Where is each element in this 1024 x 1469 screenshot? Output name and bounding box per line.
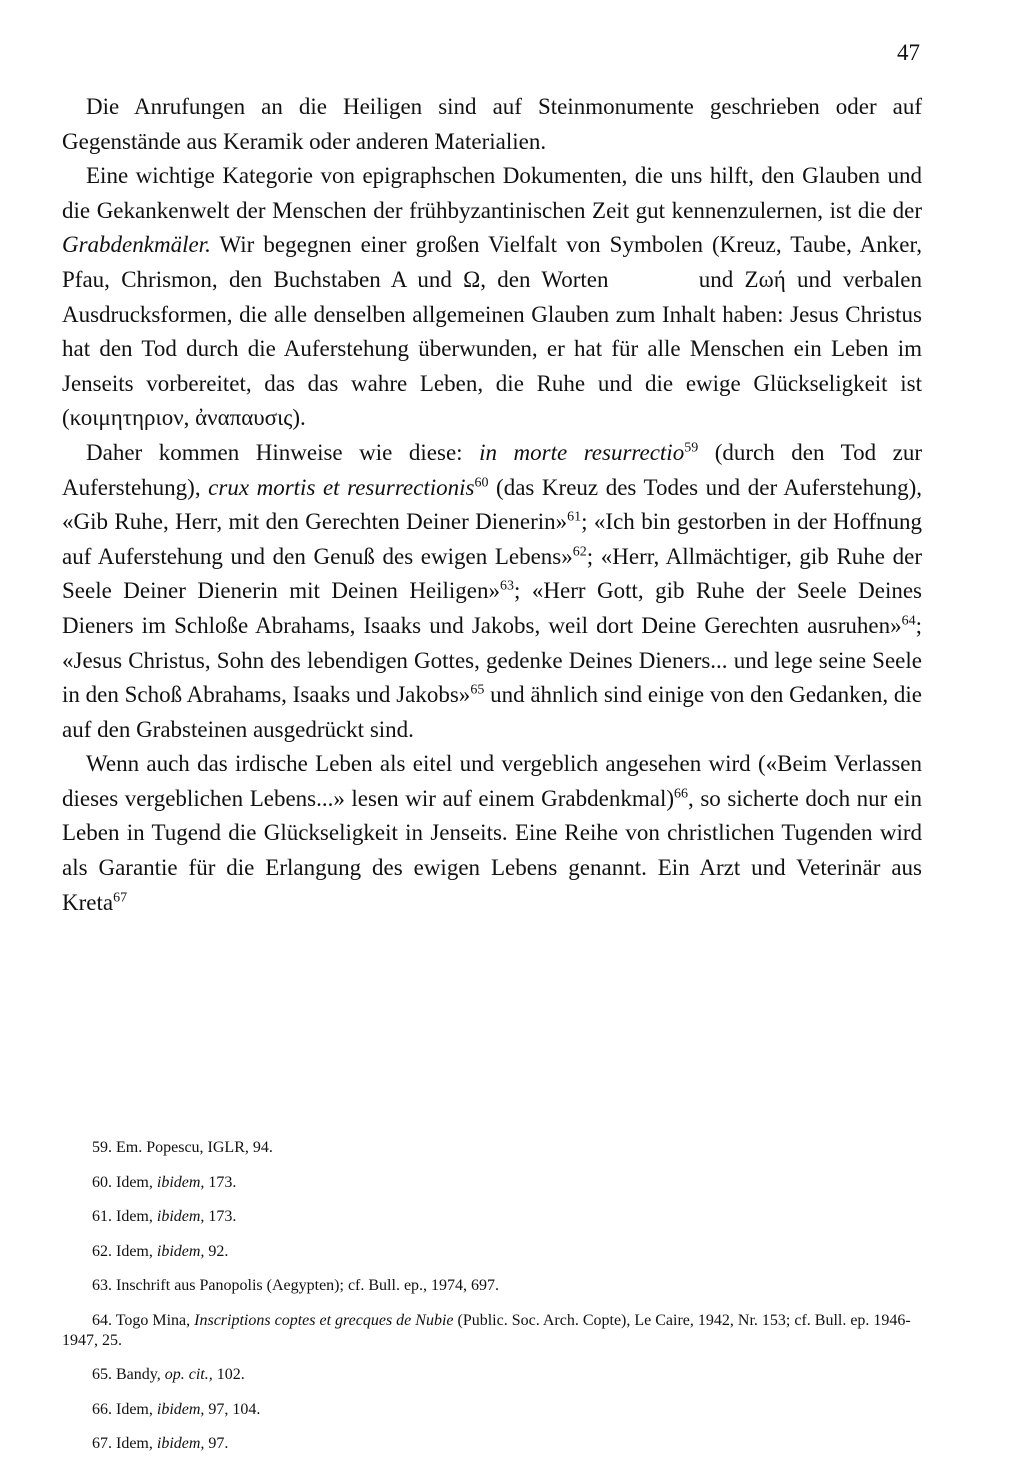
footnote bbox=[62, 1138, 922, 1158]
italic-text: ibidem, bbox=[156, 1173, 205, 1191]
text-run: 173. bbox=[204, 1173, 237, 1191]
text-run: 66. Idem, bbox=[92, 1400, 157, 1418]
text-run: 62. Idem, bbox=[92, 1242, 157, 1260]
text-run: und ähnlich sind einige von den Gedanken, die auf den Grabsteinen ausgedrückt sind. bbox=[62, 682, 922, 742]
text-run: 97. bbox=[204, 1435, 229, 1452]
footnotes bbox=[62, 1138, 922, 1469]
text-run: 60. Idem, bbox=[92, 1173, 157, 1191]
text-run: ; «Ich bin gestorben in der Hoffnung auf Auferstehung und den Genuß des ewigen Lebens» bbox=[62, 509, 922, 569]
footnote bbox=[62, 1400, 922, 1420]
text-run: 64. Togo Mina, bbox=[92, 1311, 195, 1329]
italic-text: ibidem, bbox=[156, 1435, 205, 1452]
footnote-reference: 66 bbox=[674, 786, 688, 802]
footnote bbox=[62, 1242, 922, 1262]
paragraph bbox=[62, 159, 922, 436]
footnote bbox=[62, 1276, 922, 1296]
footnote-reference: 62 bbox=[572, 544, 587, 560]
text-run: 173. bbox=[204, 1208, 237, 1225]
text-run: Wir begegnen einer großen Vielfalt von Symbolen (Kreuz, Taube, Anker, Pfau, Chrismon, den Buchstaben A und Ω, den Worten und Ζωή und verbalen Ausdrucksformen, die alle denselben allgemeinen Glauben zum Inhalt haben: Jesus Christus hat den Tod durch die Auferstehung überwunden, er hat für alle Menschen ein Leben im Jenseits vorbereitet, das das wahre Leben, die Ruhe und die ewige Glückseligkeit ist (κοιμητηριον, ἀναπαυσις). bbox=[62, 232, 922, 431]
footnote bbox=[62, 1365, 922, 1385]
text-run: Wenn auch das irdische Leben als eitel und vergeblich angesehen wird («Beim Verlassen dieses vergeblichen Lebens...» lesen wir auf einem Grabdenkmal) bbox=[62, 751, 922, 811]
text-run: 61. Idem, bbox=[92, 1208, 157, 1225]
italic-text: ibidem, bbox=[156, 1208, 205, 1225]
footnote-reference: 64 bbox=[901, 613, 916, 629]
text-run: 67. Idem, bbox=[92, 1435, 157, 1452]
text-run: 102. bbox=[212, 1366, 245, 1383]
text-run: ; «Herr, Allmächtiger, gib Ruhe der Seele Deiner Dienerin mit Deinen Heiligen» bbox=[62, 543, 922, 604]
footnote bbox=[62, 1173, 922, 1193]
footnote-reference: 59 bbox=[684, 440, 699, 456]
italic-text: Grabdenkmäler. bbox=[62, 232, 211, 258]
text-run: Daher kommen Hinweise wie diese: bbox=[86, 439, 480, 465]
text-run: Die Anrufungen an die Heiligen sind auf Steinmonumente geschrieben oder auf Gegenstände aus Keramik oder anderen Materialien. bbox=[62, 94, 922, 154]
footnote-reference: 67 bbox=[113, 890, 128, 905]
paragraph bbox=[62, 436, 922, 747]
text-run: 92. bbox=[204, 1242, 229, 1260]
text-run: (durch den Tod zur Auferstehung), bbox=[62, 439, 922, 500]
text-run: 97, 104. bbox=[204, 1400, 261, 1418]
italic-text: in morte resurrectio bbox=[479, 439, 685, 465]
paragraph bbox=[62, 90, 922, 159]
footnote bbox=[62, 1311, 922, 1351]
paragraph bbox=[62, 747, 922, 920]
footnote bbox=[62, 1434, 922, 1454]
text-run: (das Kreuz des Todes und der Auferstehung), «Gib Ruhe, Herr, mit den Gerechten Deiner Dienerin» bbox=[62, 474, 922, 535]
text-run: 63. Inschrift aus Panopolis (Aegypten); cf. Bull. ep., 1974, 697. bbox=[92, 1277, 500, 1294]
footnote-reference: 61 bbox=[567, 509, 582, 525]
italic-text: Inscriptions coptes et grecques de Nubie bbox=[194, 1311, 454, 1329]
text-run: 59. Em. Popescu, IGLR, 94. bbox=[92, 1139, 273, 1156]
text-run: Eine wichtige Kategorie von epigraphschen Dokumenten, die uns hilft, den Glauben und die Gekankenwelt der Menschen der frühbyzantinischen Zeit gut kennenzulernen, ist die der bbox=[62, 163, 922, 223]
text-run: ; «Herr Gott, gib Ruhe der Seele Deines Dieners im Schloße Abrahams, Isaaks und Jakobs, weil dort Deine Gerechten ausruhen» bbox=[62, 578, 922, 638]
footnote-reference: 63 bbox=[500, 578, 515, 594]
italic-text: ibidem, bbox=[156, 1400, 205, 1418]
text-run: ; «Jesus Christus, Sohn des lebendigen Gottes, gedenke Deines Dieners... und lege seine Seele in den Schoß Abrahams, Isaaks und Jakobs» bbox=[62, 612, 922, 708]
italic-text: crux mortis et resurrectionis bbox=[208, 474, 475, 500]
text-run: 65. Bandy, bbox=[92, 1366, 165, 1383]
footnote-reference: 60 bbox=[474, 474, 489, 490]
footnote bbox=[62, 1207, 922, 1227]
page-number: 47 bbox=[897, 40, 920, 65]
text-run: , so sicherte doch nur ein Leben in Tugend die Glückseligkeit in Jenseits. Eine Reihe von christlichen Tugenden wird als Garantie für die Erlangung des ewigen Lebens genannt. Ein Arzt und Veterinär aus Kreta bbox=[62, 785, 922, 915]
italic-text: ibidem, bbox=[156, 1242, 205, 1260]
text-run: (Public. Soc. Arch. Copte), Le Caire, 1942, Nr. 153; cf. Bull. ep. 1946-1947, 25. bbox=[62, 1311, 911, 1349]
body-text bbox=[62, 90, 922, 920]
italic-text: op. cit., bbox=[164, 1366, 213, 1383]
footnote-reference: 65 bbox=[470, 682, 485, 698]
